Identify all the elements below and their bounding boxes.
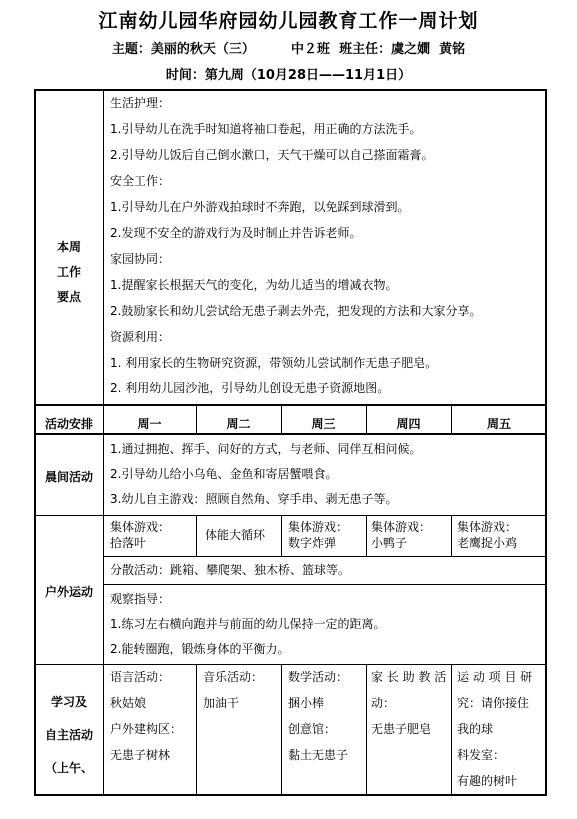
weekly-line: 资源利用： (110, 330, 171, 344)
weekly-line: 1. 利用家长的生物研究资源，带领幼儿尝试制作无患子肥皂。 (110, 356, 438, 370)
learning-divider (366, 664, 367, 796)
weekly-line: 1.引导幼儿在户外游戏拍球时不奔跑，以免踩到球滑到。 (110, 200, 410, 214)
weekly-line: 1.引导幼儿在洗手时知道将袖口卷起，用正确的方法洗手。 (110, 122, 422, 136)
learning-divider (281, 664, 282, 796)
morning-line: 2.引导幼儿给小乌龟、金鱼和寄居蟹喂食。 (110, 467, 338, 481)
morning-label: 晨间活动 (44, 470, 93, 484)
row-divider (34, 664, 547, 665)
game-title: 集体游戏： (110, 520, 171, 534)
row-divider (103, 584, 547, 585)
outdoor-label: 户外运动 (44, 585, 93, 599)
date-line: 时间：第九周（10月28日——11月1日） (165, 68, 412, 83)
morning-line: 3.幼儿自主游戏：照顾自然角、穿手串、剥无患子等。 (110, 492, 398, 506)
morning-line: 1.通过拥抱、挥手、问好的方式，与老师、同伴互相问候。 (110, 442, 422, 456)
weekly-line: 2.鼓励家长和幼儿尝试给无患子剥去外壳，把发现的方法和大家分享。 (110, 304, 482, 318)
learning-divider (451, 664, 452, 796)
scatter-activity: 分散活动：跳箱、攀爬架、独木桥、篮球等。 (110, 563, 351, 577)
game-title: 体能大循环 (205, 528, 266, 542)
label-column-divider (103, 89, 104, 796)
row-divider (34, 433, 547, 435)
row-divider (34, 404, 547, 406)
learning-thu-line: 家 长 助 教 活 (371, 670, 447, 684)
learning-label-line1: 学习及 (50, 695, 87, 709)
learning-fri-line: 究：请你接住 (457, 696, 530, 710)
game-divider (281, 515, 282, 556)
game-name: 小鸭子 (371, 536, 408, 550)
day-tuesday: 周二 (226, 417, 251, 431)
game-title: 集体游戏： (288, 520, 349, 534)
theme-line: 主题：美丽的秋天（三） 中２班 班主任：虞之嫺 黄铭 (111, 42, 466, 57)
learning-wed-line: 黏土无患子 (288, 748, 349, 762)
learning-mon-line: 无患子树林 (110, 748, 171, 762)
game-title: 集体游戏： (457, 520, 518, 534)
learning-mon-line: 户外建构区： (110, 722, 183, 736)
row-divider (103, 556, 547, 557)
game-divider (451, 515, 452, 556)
day-friday: 周五 (486, 417, 511, 431)
observe-line: 1.练习左右横向跑并与前面的幼儿保持一定的距离。 (110, 617, 386, 631)
learning-fri-line: 我的球 (457, 722, 494, 736)
learning-wed-line: 捆小棒 (288, 696, 325, 710)
learning-fri-line: 科发室： (457, 748, 506, 762)
game-name: 老鹰捉小鸡 (457, 536, 518, 550)
weekly-line: 2.发现不安全的游戏行为及时制止并告诉老师。 (110, 226, 362, 240)
day-monday: 周一 (137, 417, 162, 431)
learning-mon-line: 语言活动： (110, 670, 171, 684)
learning-fri-line: 有趣的树叶 (457, 774, 518, 788)
weekly-label-line1: 本周 (56, 240, 81, 254)
observe-line: 观察指导： (110, 592, 171, 606)
game-divider (366, 515, 367, 556)
learning-label-line3: （上午、 (44, 761, 93, 775)
weekly-label-line3: 要点 (56, 290, 81, 304)
schedule-label: 活动安排 (44, 417, 93, 431)
learning-tue-line: 音乐活动： (203, 670, 264, 684)
row-divider (34, 515, 547, 516)
observe-line: 2.能转圈跑，锻炼身体的平衡力。 (110, 642, 290, 656)
weekly-line: 1.提醒家长根据天气的变化，为幼儿适当的增减衣物。 (110, 278, 398, 292)
weekly-line: 家园协同： (110, 252, 171, 266)
learning-thu-line: 动： (371, 696, 396, 710)
day-thursday: 周四 (396, 417, 421, 431)
learning-thu-line: 无患子肥皂 (371, 722, 432, 736)
learning-label-line2: 自主活动 (44, 728, 93, 742)
learning-tue-line: 加油干 (203, 696, 240, 710)
game-name: 拾落叶 (110, 536, 147, 550)
learning-wed-line: 数学活动： (288, 670, 349, 684)
learning-divider (196, 664, 197, 796)
weekly-label-line2: 工作 (56, 265, 81, 279)
page-title: 江南幼儿园华府园幼儿园教育工作一周计划 (98, 10, 479, 32)
game-name: 数字炸弹 (288, 536, 337, 550)
game-title: 集体游戏： (371, 520, 432, 534)
learning-mon-line: 秋姑娘 (110, 696, 147, 710)
day-wednesday: 周三 (311, 417, 336, 431)
game-divider (196, 515, 197, 556)
learning-wed-line: 创意馆： (288, 722, 337, 736)
weekly-line: 生活护理： (110, 96, 171, 110)
weekly-line: 2. 利用幼儿园沙池，引导幼儿创设无患子资源地图。 (110, 381, 390, 395)
learning-fri-line: 运 动 项 目 研 (457, 670, 533, 684)
weekly-line: 2.引导幼儿饭后自己倒水漱口，天气干燥可以自己搽面霜膏。 (110, 148, 434, 162)
weekly-line: 安全工作： (110, 174, 171, 188)
